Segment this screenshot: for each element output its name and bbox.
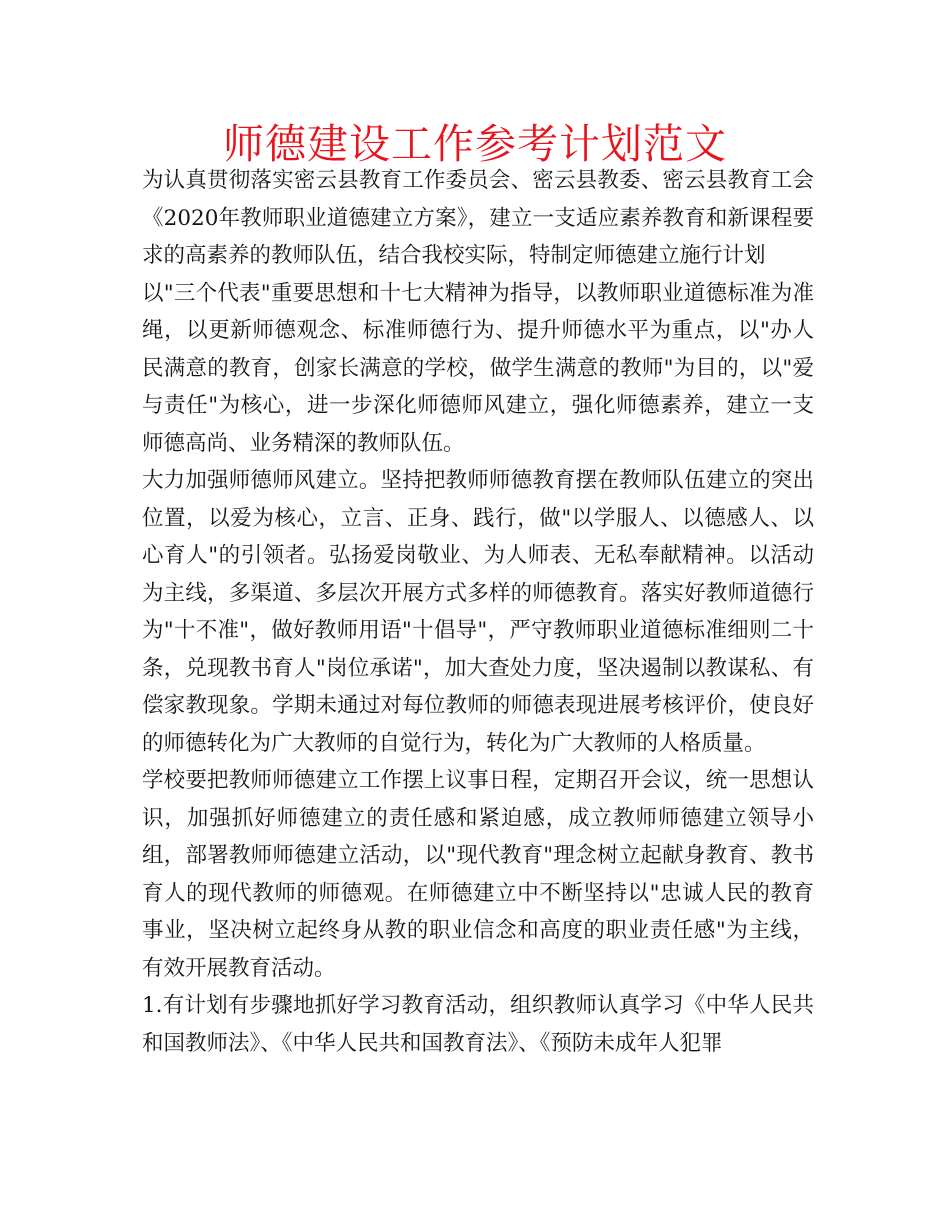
- paragraph-ethics-construction: 大力加强师德师风建立。坚持把教师师德教育摆在教师队伍建立的突出位置，以爱为核心，立言、正身、践行，做"以学服人、以德感人、以心育人"的引领者。弘扬爱岗敬业、为人师表、无私奉献精神。以活动为主线，多渠道、多层次开展方式多样的师德教育。落实好教师道德行为"十不准"，做好教师用语"十倡导"，严守教师职业道德标准细则二十条，兑现教书育人"岗位承诺"，加大查处力度，坚决遏制以教谋私、有偿家教现象。学期未通过对每位教师的师德表现进展考核评价，使良好的师德转化为广大教师的自觉行为，转化为广大教师的人格质量。: [142, 468, 814, 756]
- paragraph-school-measures: 学校要把教师师德建立工作摆上议事日程，定期召开会议，统一思想认识，加强抓好师德建立的责任感和紧迫感，成立教师师德建立领导小组，部署教师师德建立活动，以"现代教育"理念树立起献身教育、教书育人的现代教师的师德观。在师德建立中不断坚持以"忠诚人民的教育事业，坚决树立起终身从教的职业信念和高度的职业责任感"为主线，有效开展教育活动。: [142, 768, 814, 981]
- paragraph-item-1: 1.有计划有步骤地抓好学习教育活动，组织教师认真学习《中华人民共和国教师法》、《中华人民共和国教育法》、《预防未成年人犯罪: [142, 993, 814, 1056]
- paragraph-guiding-thought: 以"三个代表"重要思想和十七大精神为指导，以教师职业道德标准为准绳，以更新师德观念、标准师德行为、提升师德水平为重点，以"办人民满意的教育，创家长满意的学校，做学生满意的教师"为目的，以"爱与责任"为核心，进一步深化师德师风建立，强化师德素养，建立一支师德高尚、业务精深的教师队伍。: [142, 280, 814, 456]
- document-title: 师德建设工作参考计划范文: [223, 120, 727, 168]
- paragraph-intro: 为认真贯彻落实密云县教育工作委员会、密云县教委、密云县教育工会《2020年教师职业道德建立方案》，建立一支适应素养教育和新课程要求的高素养的教师队伍，结合我校实际，特制定师德建立施行计划: [142, 168, 814, 268]
- document-body: [142, 162, 814, 1062]
